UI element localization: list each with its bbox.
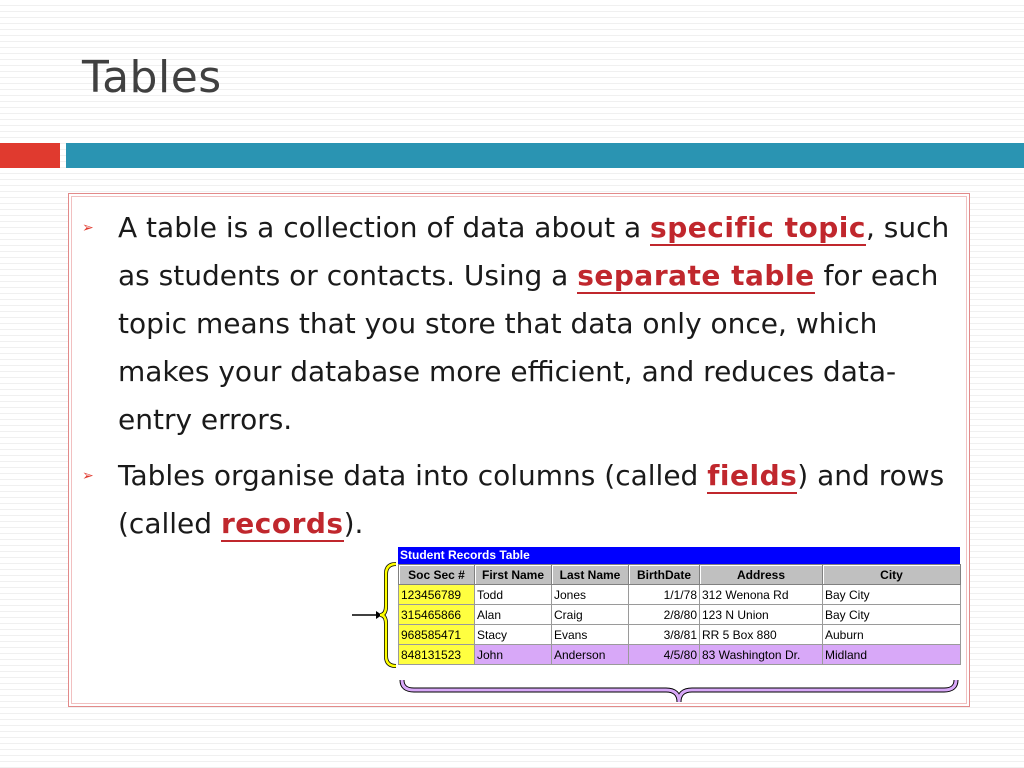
bullet-text [118,204,968,444]
cell-first-name[interactable]: John [475,645,552,665]
bullet-text-segment: ). [343,507,364,540]
cell-last-name[interactable]: Jones [552,585,629,605]
table-row[interactable] [399,625,961,645]
table-row[interactable] [399,605,961,625]
cell-address[interactable]: 83 Washington Dr. [700,645,823,665]
slide-title: Tables [82,52,222,103]
bullet-text-segment: Tables organise data into columns (called [118,459,708,492]
cell-birthdate[interactable]: 4/5/80 [629,645,700,665]
cell-address[interactable]: 123 N Union [700,605,823,625]
column-header[interactable]: Last Name [552,565,629,585]
cell-birthdate[interactable]: 3/8/81 [629,625,700,645]
cell-first-name[interactable]: Stacy [475,625,552,645]
table-row[interactable] [399,585,961,605]
cell-address[interactable]: RR 5 Box 880 [700,625,823,645]
column-header[interactable]: First Name [475,565,552,585]
highlight-fields: fields [707,459,798,492]
cell-birthdate[interactable]: 1/1/78 [629,585,700,605]
highlight-specific-topic: specific topic [650,211,866,244]
fields-brace-icon [398,678,960,708]
cell-first-name[interactable]: Alan [475,605,552,625]
title-accent-bar-red [0,143,60,168]
cell-first-name[interactable]: Todd [475,585,552,605]
cell-soc-sec[interactable]: 315465866 [399,605,475,625]
cell-address[interactable]: 312 Wenona Rd [700,585,823,605]
column-header[interactable]: Address [700,565,823,585]
bullet-text-segment: ) and rows (called [118,459,945,540]
highlight-records: records [220,507,344,540]
cell-soc-sec[interactable]: 968585471 [399,625,475,645]
cell-city[interactable]: Bay City [823,605,961,625]
cell-city[interactable]: Bay City [823,585,961,605]
column-header[interactable]: BirthDate [629,565,700,585]
highlight-separate-table: separate table [577,259,815,292]
bullet-text-segment: for each topic means that you store that data only once, which makes your database more efficient, and reduces data-entry errors. [118,259,939,436]
cell-last-name[interactable]: Craig [552,605,629,625]
cell-last-name[interactable]: Anderson [552,645,629,665]
bullet-arrow-icon: ➢ [82,220,94,236]
student-records-table [398,547,960,665]
table-row-selected[interactable] [399,645,961,665]
cell-soc-sec[interactable]: 123456789 [399,585,475,605]
bullet-text-segment: , such as students or contacts. Using a [118,211,950,292]
cell-soc-sec[interactable]: 848131523 [399,645,475,665]
cell-last-name[interactable]: Evans [552,625,629,645]
cell-city[interactable]: Auburn [823,625,961,645]
bullet-text [118,452,968,548]
records-table-title: Student Records Table [398,547,960,564]
cell-birthdate[interactable]: 2/8/80 [629,605,700,625]
records-brace-icon [350,560,398,670]
records-grid [398,564,961,665]
column-header[interactable]: City [823,565,961,585]
title-accent-bar-teal [66,143,1024,168]
header-row [399,565,961,585]
column-header[interactable]: Soc Sec # [399,565,475,585]
bullet-arrow-icon: ➢ [82,468,94,484]
cell-city[interactable]: Midland [823,645,961,665]
bullet-text-segment: A table is a collection of data about a [118,211,651,244]
